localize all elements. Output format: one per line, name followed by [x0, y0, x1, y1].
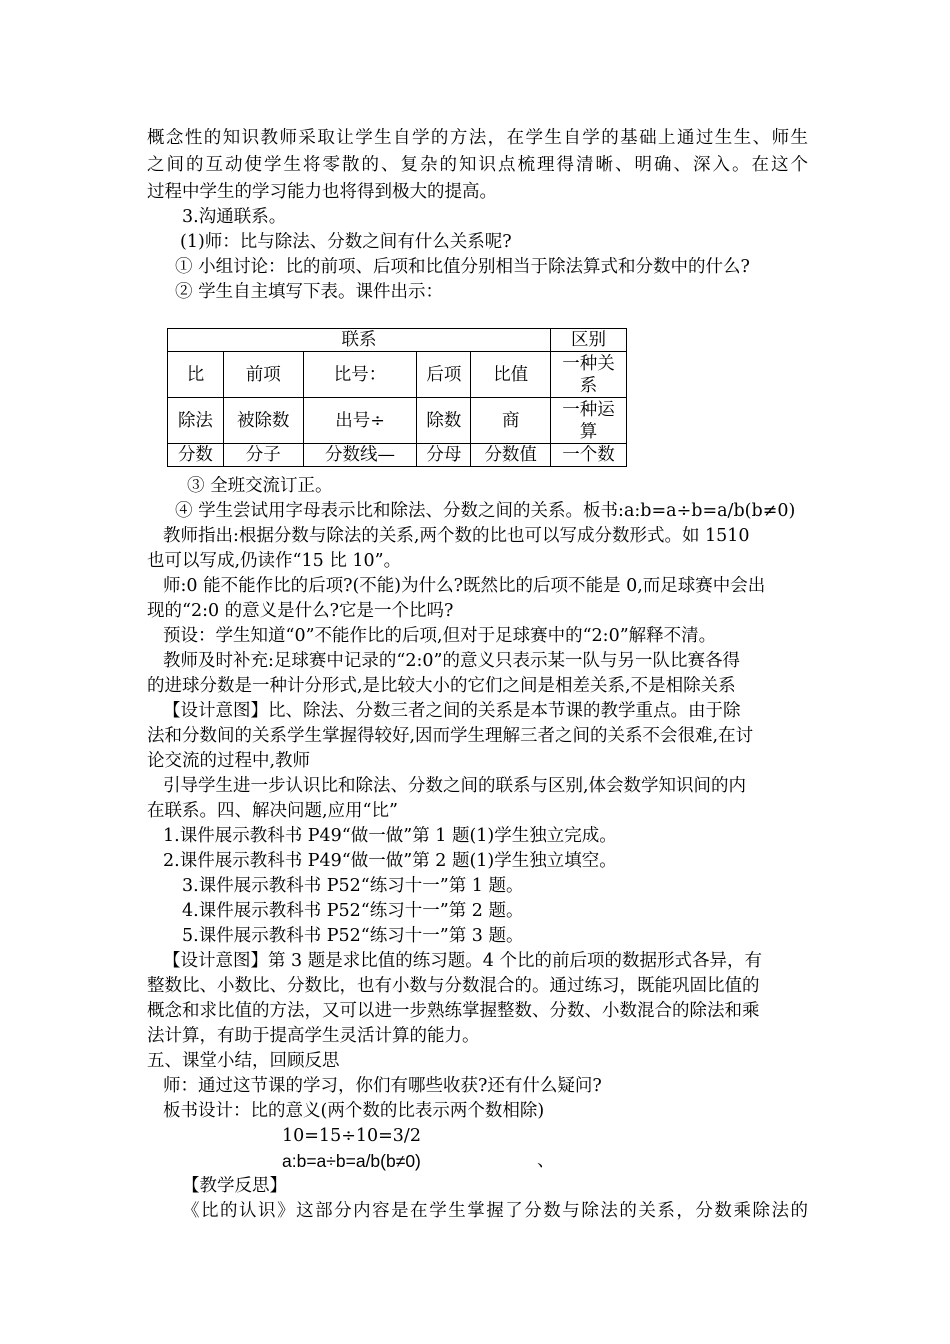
table-cell: 分数 — [168, 444, 224, 467]
list-item: 5.课件展示教科书 P52“练习十一”第 3 题。 — [182, 926, 524, 946]
table-cell: 后项 — [417, 352, 471, 398]
paragraph-line: 教师指出:根据分数与除法的关系,两个数的比也可以写成分数形式。如 1510 — [163, 526, 750, 546]
paragraph-line: 也可以写成,仍读作“15 比 10”。 — [147, 551, 402, 571]
paragraph-line: 法计算，有助于提高学生灵活计算的能力。 — [147, 1026, 480, 1046]
list-item: 4.课件展示教科书 P52“练习十一”第 2 题。 — [182, 901, 524, 921]
table-header-link: 联系 — [168, 329, 551, 352]
paragraph-line: 【设计意图】比、除法、分数三者之间的关系是本节课的教学重点。由于除 — [163, 701, 741, 721]
paragraph-line: ③ 全班交流订正。 — [187, 476, 333, 496]
table-cell: 一种运算 — [551, 398, 627, 444]
table-cell: 分子 — [223, 444, 303, 467]
board-formula: 10=15÷10=3/2 — [282, 1126, 421, 1146]
table-header-diff: 区别 — [551, 329, 627, 352]
paragraph-line: (1)师：比与除法、分数之间有什么关系呢? — [180, 232, 512, 252]
table-cell: 比 — [168, 352, 224, 398]
table-cell: 被除数 — [223, 398, 303, 444]
paragraph-line: 论交流的过程中,教师 — [147, 751, 311, 771]
table-row — [168, 398, 627, 444]
table-cell: 分数值 — [471, 444, 551, 467]
section-heading: 3.沟通联系。 — [182, 207, 287, 227]
table-cell: 一种关系 — [551, 352, 627, 398]
paragraph-line: 教师及时补充:足球赛中记录的“2:0”的意义只表示某一队与另一队比赛各得 — [163, 651, 740, 671]
paragraph-line: 师：通过这节课的学习，你们有哪些收获?还有什么疑问? — [163, 1076, 602, 1096]
board-formula: a:b=a÷b=a/b(b≠0) — [282, 1151, 421, 1171]
stray-mark: 、 — [537, 1151, 555, 1171]
table-row — [168, 352, 627, 398]
paragraph-line: ① 小组讨论：比的前项、后项和比值分别相当于除法算式和分数中的什么? — [175, 257, 750, 277]
paragraph-line: 法和分数间的关系学生掌握得较好,因而学生理解三者之间的关系不会很难,在讨 — [147, 726, 754, 746]
table-cell: 比号： — [303, 352, 417, 398]
list-item: 2.课件展示教科书 P49“做一做”第 2 题(1)学生独立填空。 — [163, 851, 617, 871]
board-design-line: 板书设计：比的意义(两个数的比表示两个数相除) — [163, 1101, 545, 1121]
list-item: 1.课件展示教科书 P49“做一做”第 1 题(1)学生独立完成。 — [163, 826, 617, 846]
paragraph-line: 的进球分数是一种计分形式,是比较大小的它们之间是相差关系,不是相除关系 — [147, 676, 736, 696]
section-heading: 【教学反思】 — [182, 1176, 287, 1196]
paragraph-line: 【设计意图】第 3 题是求比值的练习题。4 个比的前后项的数据形式各异，有 — [163, 951, 762, 971]
paragraph-line: 整数比、小数比、分数比，也有小数与分数混合的。通过练习，既能巩固比值的 — [147, 976, 760, 996]
table-cell: 除数 — [417, 398, 471, 444]
paragraph-line: 概念性的知识教师采取让学生自学的方法，在学生自学的基础上通过生生、师生 — [147, 128, 808, 148]
comparison-table — [167, 328, 627, 467]
table-cell: 分母 — [417, 444, 471, 467]
paragraph-line: 现的“2:0 的意义是什么?它是一个比吗? — [147, 601, 454, 621]
table-cell: 商 — [471, 398, 551, 444]
paragraph-line: 在联系。四、解决问题,应用“比” — [147, 801, 398, 821]
paragraph-line: 之间的互动使学生将零散的、复杂的知识点梳理得清晰、明确、深入。在这个 — [147, 155, 808, 175]
table-cell: 出号÷ — [303, 398, 417, 444]
paragraph-line: ② 学生自主填写下表。课件出示： — [175, 282, 444, 302]
paragraph-line: ④ 学生尝试用字母表示比和除法、分数之间的关系。板书:a:b=a÷b=a/b(b≠0) — [175, 501, 796, 521]
list-item: 3.课件展示教科书 P52“练习十一”第 1 题。 — [182, 876, 524, 896]
table-cell: 比值 — [471, 352, 551, 398]
paragraph-line: 预设：学生知道“0”不能作比的后项,但对于足球赛中的“2:0”解释不清。 — [163, 626, 717, 646]
table-cell: 一个数 — [551, 444, 627, 467]
table-cell: 前项 — [223, 352, 303, 398]
paragraph-line: 引导学生进一步认识比和除法、分数之间的联系与区别,体会数学知识间的内 — [163, 776, 747, 796]
paragraph-line: 概念和求比值的方法，又可以进一步熟练掌握整数、分数、小数混合的除法和乘 — [147, 1001, 760, 1021]
table-row — [168, 444, 627, 467]
paragraph-line: 《比的认识》这部分内容是在学生掌握了分数与除法的关系，分数乘除法的 — [182, 1201, 808, 1221]
paragraph-line: 过程中学生的学习能力也将得到极大的提高。 — [147, 182, 497, 202]
table-cell: 分数线— — [303, 444, 417, 467]
table-cell: 除法 — [168, 398, 224, 444]
section-heading: 五、课堂小结，回顾反思 — [147, 1051, 340, 1071]
paragraph-line: 师:0 能不能作比的后项?(不能)为什么?既然比的后项不能是 0,而足球赛中会出 — [163, 576, 766, 596]
